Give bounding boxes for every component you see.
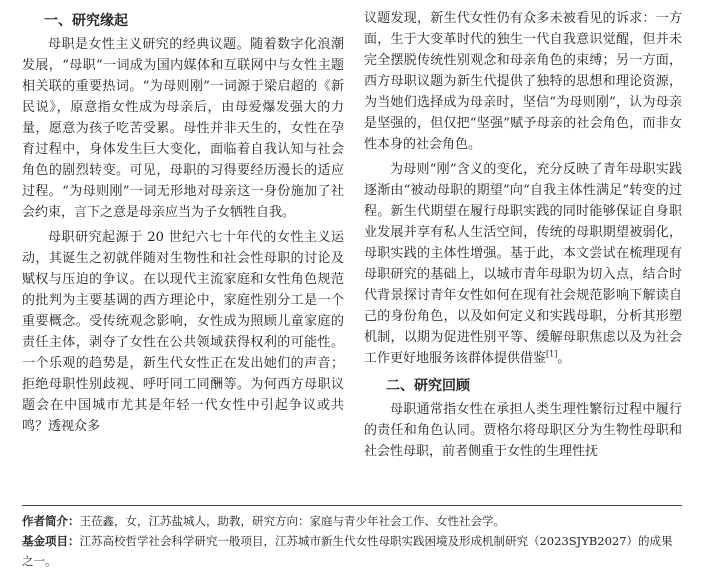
citation-marker[interactable]: [1] bbox=[546, 349, 558, 359]
author-label: 作者简介： bbox=[22, 514, 80, 528]
paragraph-4-end: 。 bbox=[557, 351, 571, 366]
footnotes bbox=[22, 511, 682, 571]
author-text: 王莅鑫，女，江苏盐城人，助教，研究方向：家庭与青少年社会工作、女性社会学。 bbox=[79, 514, 505, 528]
paragraph-2: 母职研究起源于 20 世纪六七十年代的女性主义运动，其诞生之初就伴随对生物性和社会性母职的讨论及赋权与压迫的争议。在以现代主流家庭和女性角色规范的批判为主要基调的西方理论中，家庭性别分工是一个重要概念。受传统观念影响，女性成为照顾儿童家庭的责任主体，剥夺了女性在公共领域获得权利的可能性。一个乐观的趋势是，新生代女性正在发出她们的声音；拒绝母职性别歧视、呼吁同工同酬等。为何西方母职议题会在中国城市尤其是年轻一代女性中引起争议或共鸣？透视众多 bbox=[22, 230, 344, 434]
paragraph-3: 议题发现，新生代女性仍有众多未被看见的诉求：一方面，生于大变革时代的独生一代自我意识觉醒，但并未完全摆脱传统性别观念和母亲角色的束缚；另一方面，西方母职议题为新生代提供了独特的思想和理论资源，为当她们选择成为母亲时，坚信“为母则刚”，认为母亲是坚强的，但仅把“坚强”赋予母亲的社会角色，而非女性本身的社会角色。 bbox=[364, 11, 682, 152]
section-heading-2: 二、研究回顾 bbox=[386, 378, 470, 394]
section-heading-1: 一、研究缘起 bbox=[44, 13, 128, 29]
right-column bbox=[364, 8, 682, 462]
fund-note bbox=[22, 531, 682, 571]
paragraph-4-text: 为母则“刚”含义的变化，充分反映了青年母职实践逐渐由“被动母职的期望”向“自我主体性满足”转变的过程。新生代期望在履行母职实践的同时能够保证自身职业发展并享有私人生活空间，传统的母职期望被弱化，母职实践的主体性增强。基于此，本文尝试在梳理现有母职研究的基础上，以城市青年母职为切入点，结合时代背景探讨青年女性如何在现有社会规范影响下解读自己的身份角色，以及如何定义和实践母职，分析其形塑机制，以期为促进性别平等、缓解母职焦虑以及为社会工作更好地服务该群体提供借鉴 bbox=[364, 162, 682, 366]
fund-text: 江苏高校哲学社会科学研究一般项目，江苏城市新生代女性母职实践困境及形成机制研究（2023SJYB2027）的成果之一。 bbox=[22, 534, 673, 568]
fund-label: 基金项目： bbox=[22, 534, 80, 548]
author-note bbox=[22, 511, 682, 531]
paragraph-4 bbox=[364, 159, 682, 369]
paragraph-1: 母职是女性主义研究的经典议题。随着数字化浪潮发展，“母职”一词成为国内媒体和互联网中与女性主题相关联的重要热词。“为母则刚”一词源于梁启超的《新民说》，原意指女性成为母亲后，由母爱爆发强大的力量，愿意为孩子吃苦受累。母性并非天生的，女性在孕育过程中，身体发生巨大变化，面临着自我认知与社会角色的剧烈转变。可见，母职的习得要经历漫长的适应过程。“为母则刚”一词无形地对母亲这一身份施加了社会约束，言下之意是母亲应当为子女牺牲自我。 bbox=[22, 37, 344, 220]
left-column bbox=[22, 8, 344, 437]
footnote-divider bbox=[22, 505, 682, 506]
paragraph-5: 母职通常指女性在承担人类生理性繁衍过程中履行的责任和角色认同。贾格尔将母职区分为生物性母职和社会性母职，前者侧重于女性的生理性抚 bbox=[364, 402, 682, 459]
